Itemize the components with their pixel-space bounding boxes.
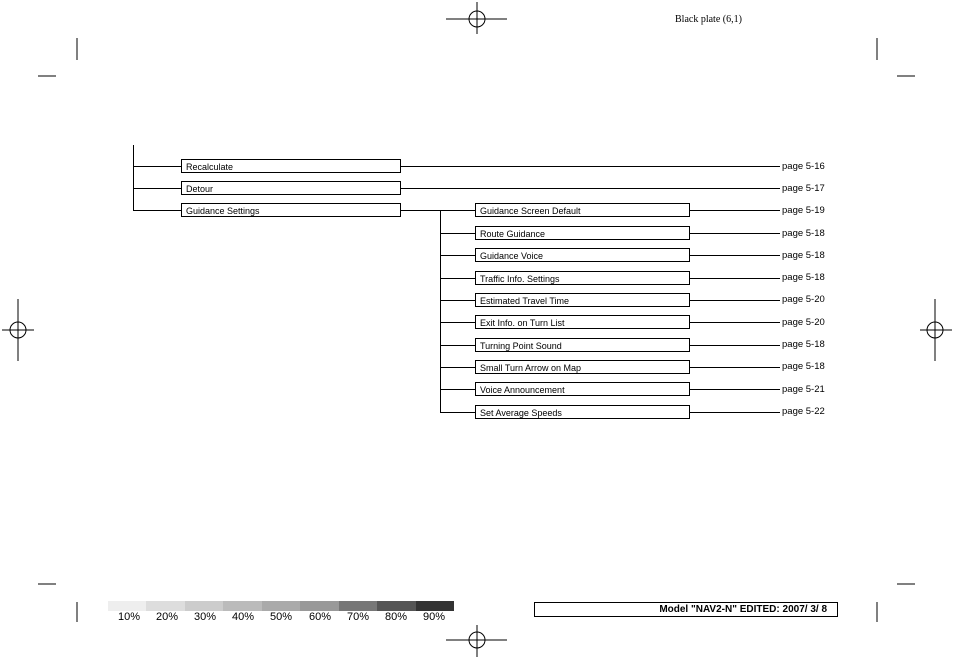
leader-line xyxy=(689,233,780,234)
subtree-trunk-line xyxy=(440,210,441,412)
connector-line xyxy=(133,166,181,167)
leader-line xyxy=(400,166,780,167)
scale-label: 10% xyxy=(118,611,141,623)
connector-line xyxy=(133,188,181,189)
submenu-item-voice-announcement[interactable]: Voice Announcement xyxy=(475,382,690,396)
submenu-item-exit-info-on-turn-list[interactable]: Exit Info. on Turn List xyxy=(475,315,690,329)
connector-line xyxy=(440,345,475,346)
page-ref: page 5-18 xyxy=(782,250,825,261)
menu-item-guidance-settings[interactable]: Guidance Settings xyxy=(181,203,401,217)
leader-line xyxy=(689,345,780,346)
page-ref: page 5-20 xyxy=(782,294,825,305)
submenu-item-turning-point-sound[interactable]: Turning Point Sound xyxy=(475,338,690,352)
connector-line xyxy=(440,322,475,323)
connector-line xyxy=(440,278,475,279)
leader-line xyxy=(689,255,780,256)
scale-label: 40% xyxy=(232,611,255,623)
page-ref: page 5-20 xyxy=(782,317,825,328)
scale-label: 90% xyxy=(423,611,446,623)
connector-line xyxy=(133,210,181,211)
page-ref: page 5-16 xyxy=(782,161,825,172)
leader-line xyxy=(689,322,780,323)
leader-line xyxy=(689,412,780,413)
submenu-item-guidance-screen-default[interactable]: Guidance Screen Default xyxy=(475,203,690,217)
connector-line xyxy=(440,389,475,390)
leader-line xyxy=(689,389,780,390)
submenu-item-set-average-speeds[interactable]: Set Average Speeds xyxy=(475,405,690,419)
menu-item-recalculate[interactable]: Recalculate xyxy=(181,159,401,173)
menu-item-detour[interactable]: Detour xyxy=(181,181,401,195)
submenu-item-route-guidance[interactable]: Route Guidance xyxy=(475,226,690,240)
connector-line xyxy=(440,367,475,368)
connector-line xyxy=(440,233,475,234)
scale-label: 30% xyxy=(194,611,217,623)
leader-line xyxy=(689,300,780,301)
connector-line xyxy=(440,412,475,413)
scale-label: 80% xyxy=(385,611,408,623)
tree-trunk-line xyxy=(133,145,134,211)
page-ref: page 5-18 xyxy=(782,272,825,283)
submenu-item-small-turn-arrow-on-map[interactable]: Small Turn Arrow on Map xyxy=(475,360,690,374)
model-edited-label: Model "NAV2-N" EDITED: 2007/ 3/ 8 xyxy=(534,602,838,617)
page-ref: page 5-17 xyxy=(782,183,825,194)
leader-line xyxy=(689,210,780,211)
scale-label: 50% xyxy=(270,611,293,623)
scale-label: 70% xyxy=(347,611,370,623)
leader-line xyxy=(689,278,780,279)
submenu-item-traffic-info-settings[interactable]: Traffic Info. Settings xyxy=(475,271,690,285)
page-ref: page 5-18 xyxy=(782,361,825,372)
scale-label: 20% xyxy=(156,611,179,623)
leader-line xyxy=(689,367,780,368)
submenu-item-guidance-voice[interactable]: Guidance Voice xyxy=(475,248,690,262)
page-ref: page 5-21 xyxy=(782,384,825,395)
grayscale-bar xyxy=(108,601,454,611)
page-ref: page 5-18 xyxy=(782,228,825,239)
connector-line xyxy=(440,300,475,301)
scale-label: 60% xyxy=(309,611,332,623)
plate-label: Black plate (6,1) xyxy=(675,14,742,25)
submenu-item-estimated-travel-time[interactable]: Estimated Travel Time xyxy=(475,293,690,307)
connector-line xyxy=(400,210,475,211)
page-ref: page 5-19 xyxy=(782,205,825,216)
page-ref: page 5-18 xyxy=(782,339,825,350)
page-ref: page 5-22 xyxy=(782,406,825,417)
connector-line xyxy=(440,255,475,256)
leader-line xyxy=(400,188,780,189)
